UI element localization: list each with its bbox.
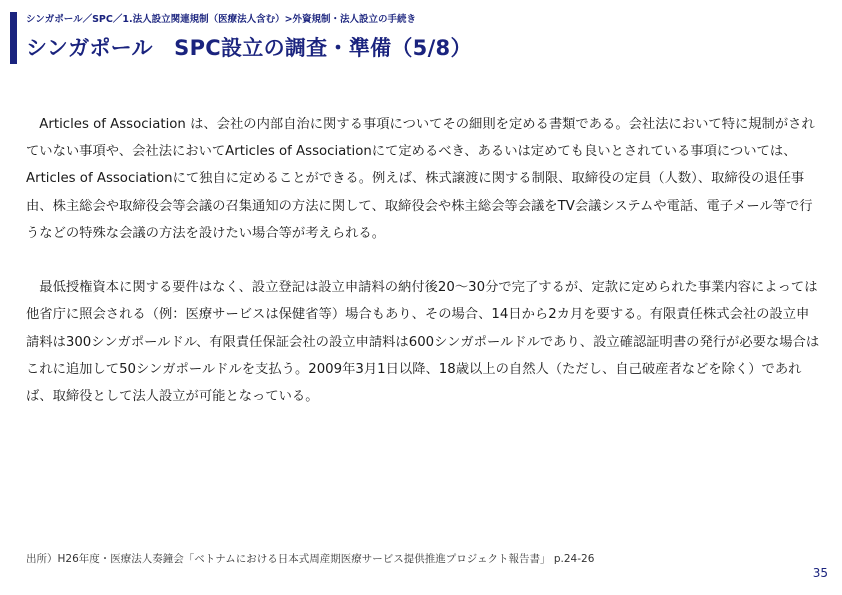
paragraph-articles-of-association: Articles of Association は、会社の内部自治に関する事項についてその細則を定める書類である。会社法において特に規制がされていない事項や、会社法においてArticles of Associationにて定めるべき、あるいは定めても良いとされている事項については、Articles of Associationにて独自に定めることができる。例えば、株式譲渡に関する制限、取締役の定員（人数）、取締役の退任事由、株主総会や取締役会等会議の召集通知の方法に関して、取締役会や株主総会等会議をTV会議システムや電話、電子メール等で行うなどの特殊な会議の方法を設けたい場合等が考えられる。 (26, 117, 815, 241)
title-accent-bar (10, 12, 17, 64)
breadcrumb: シンガポール／SPC／1.法人設立関連規制（医療法人含む）>外資規制・法人設立の手続き (26, 14, 417, 25)
source-note: 出所）H26年度・医療法人奏鐘会「ベトナムにおける日本式周産期医療サービス提供推進プロジェクト報告書」 p.24-26 (26, 553, 595, 565)
page-title: シンガポール SPC設立の調査・準備（5/8） (26, 36, 472, 60)
paragraph-registration-requirements: 最低授権資本に関する要件はなく、設立登記は設立申請料の納付後20～30分で完了するが、定款に定められた事業内容によっては他省庁に照会される（例：医療サービスは保健省等）場合もあり、その場合、14日から2カ月を要する。有限責任株式会社の設立申請料は300シンガポールドル、有限責任保証会社の設立申請料は600シンガポールドルであり、設立確認証明書の発行が必要な場合はこれに追加して50シンガポールドルを支払う。2009年3月1日以降、18歳以上の自然人（ただし、自己破産者などを除く）であれば、取締役として法人設立が可能となっている。 (26, 280, 820, 405)
body-text (26, 111, 822, 410)
page-number: 35 (812, 566, 828, 580)
